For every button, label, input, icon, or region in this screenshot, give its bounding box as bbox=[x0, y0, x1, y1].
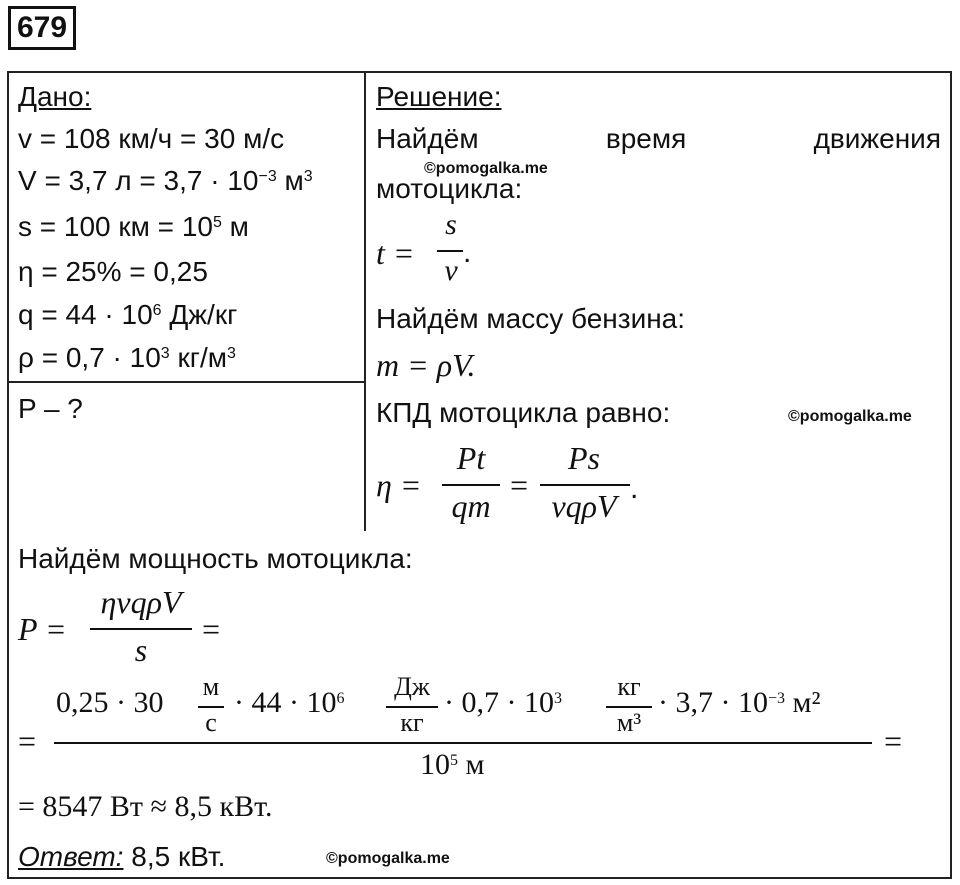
solution-text-1: Найдём время движения bbox=[376, 123, 941, 154]
big-num-b: · $44 \cdot 10^6$ bbox=[234, 686, 345, 719]
given-divider bbox=[7, 381, 365, 383]
p-lhs: P = bbox=[18, 611, 67, 647]
solution-text-1b: мотоцикла: bbox=[376, 173, 523, 204]
eta-mid: = bbox=[508, 467, 530, 503]
given-line-heat: $q = 44 \cdot 10^6$ Дж/кг bbox=[18, 299, 238, 330]
eta-end: . bbox=[630, 472, 639, 505]
big-num-d: · $3,7 \cdot 10^{-3}$ м² bbox=[658, 686, 821, 719]
eta-den-2: vqρV bbox=[551, 488, 617, 524]
unit-dj-den: кг bbox=[400, 708, 424, 737]
mass-formula: m = ρV. bbox=[376, 347, 476, 383]
p-end: = bbox=[200, 611, 222, 647]
t-num: s bbox=[445, 208, 457, 241]
t-lhs: t = bbox=[376, 235, 415, 271]
watermark-2: ©pomogalka.me bbox=[788, 408, 912, 425]
solution-text-2: Найдём массу бензина: bbox=[376, 303, 686, 334]
find-line: P – ? bbox=[18, 393, 83, 424]
watermark-1: ©pomogalka.me bbox=[424, 160, 548, 177]
solution-text-3: КПД мотоцикла равно: bbox=[376, 397, 671, 428]
given-line-efficiency: η = 25% = 0,25 bbox=[18, 256, 208, 287]
p-den: s bbox=[134, 632, 148, 668]
t-fraction-bar bbox=[437, 250, 463, 252]
column-divider bbox=[364, 71, 366, 531]
p-num: ηvqρV bbox=[100, 584, 182, 620]
answer-line bbox=[18, 840, 225, 874]
problem-number: 679 bbox=[8, 6, 76, 50]
solution-text-4: Найдём мощность мотоцикла: bbox=[18, 543, 413, 574]
unit-kg-den: м³ bbox=[616, 708, 642, 737]
eta-num-1: Pt bbox=[456, 440, 486, 476]
answer-value: 8,5 кВт. bbox=[123, 841, 226, 872]
result-line: = 8547 Вт ≈ 8,5 кВт. bbox=[18, 790, 273, 823]
given-line-distance: s = 100 км = $10^5$ м bbox=[18, 211, 249, 242]
watermark-3: ©pomogalka.me bbox=[326, 850, 450, 867]
unit-ms-den: с bbox=[205, 708, 217, 737]
given-title: Дано: bbox=[18, 81, 92, 112]
t-end: . bbox=[463, 236, 472, 269]
big-num-a: 0,25 · 30 bbox=[56, 686, 164, 719]
eta-lhs: η = bbox=[376, 467, 422, 503]
eta-bar-2 bbox=[540, 484, 630, 486]
unit-kg-num: кг bbox=[617, 672, 641, 701]
eta-num-2: Ps bbox=[568, 440, 600, 476]
answer-label: Ответ: bbox=[18, 841, 124, 872]
given-line-volume: V = 3,7 $л = 3,7 \cdot 10^{-3}$ $м^3$ bbox=[18, 165, 313, 196]
big-end: = bbox=[884, 723, 903, 759]
given-line-density: $\rho = 0,7 \cdot 10^3$ $кг/м^3$ bbox=[18, 342, 236, 373]
big-den: $10^5$ м bbox=[420, 748, 485, 781]
unit-ms-num: м bbox=[202, 672, 220, 701]
t-den: v bbox=[444, 254, 458, 287]
eta-den-1: qm bbox=[451, 488, 491, 524]
big-fraction-bar bbox=[54, 742, 872, 744]
big-num-c: · $0,7 \cdot 10^3$ bbox=[444, 686, 562, 719]
p-bar bbox=[90, 628, 192, 630]
eta-bar-1 bbox=[442, 484, 500, 486]
unit-dj-num: Дж bbox=[394, 672, 430, 701]
given-line-speed: v = 108 км/ч = 30 м/с bbox=[18, 123, 285, 154]
solution-title: Решение: bbox=[376, 81, 502, 112]
big-lhs: = bbox=[18, 723, 37, 759]
